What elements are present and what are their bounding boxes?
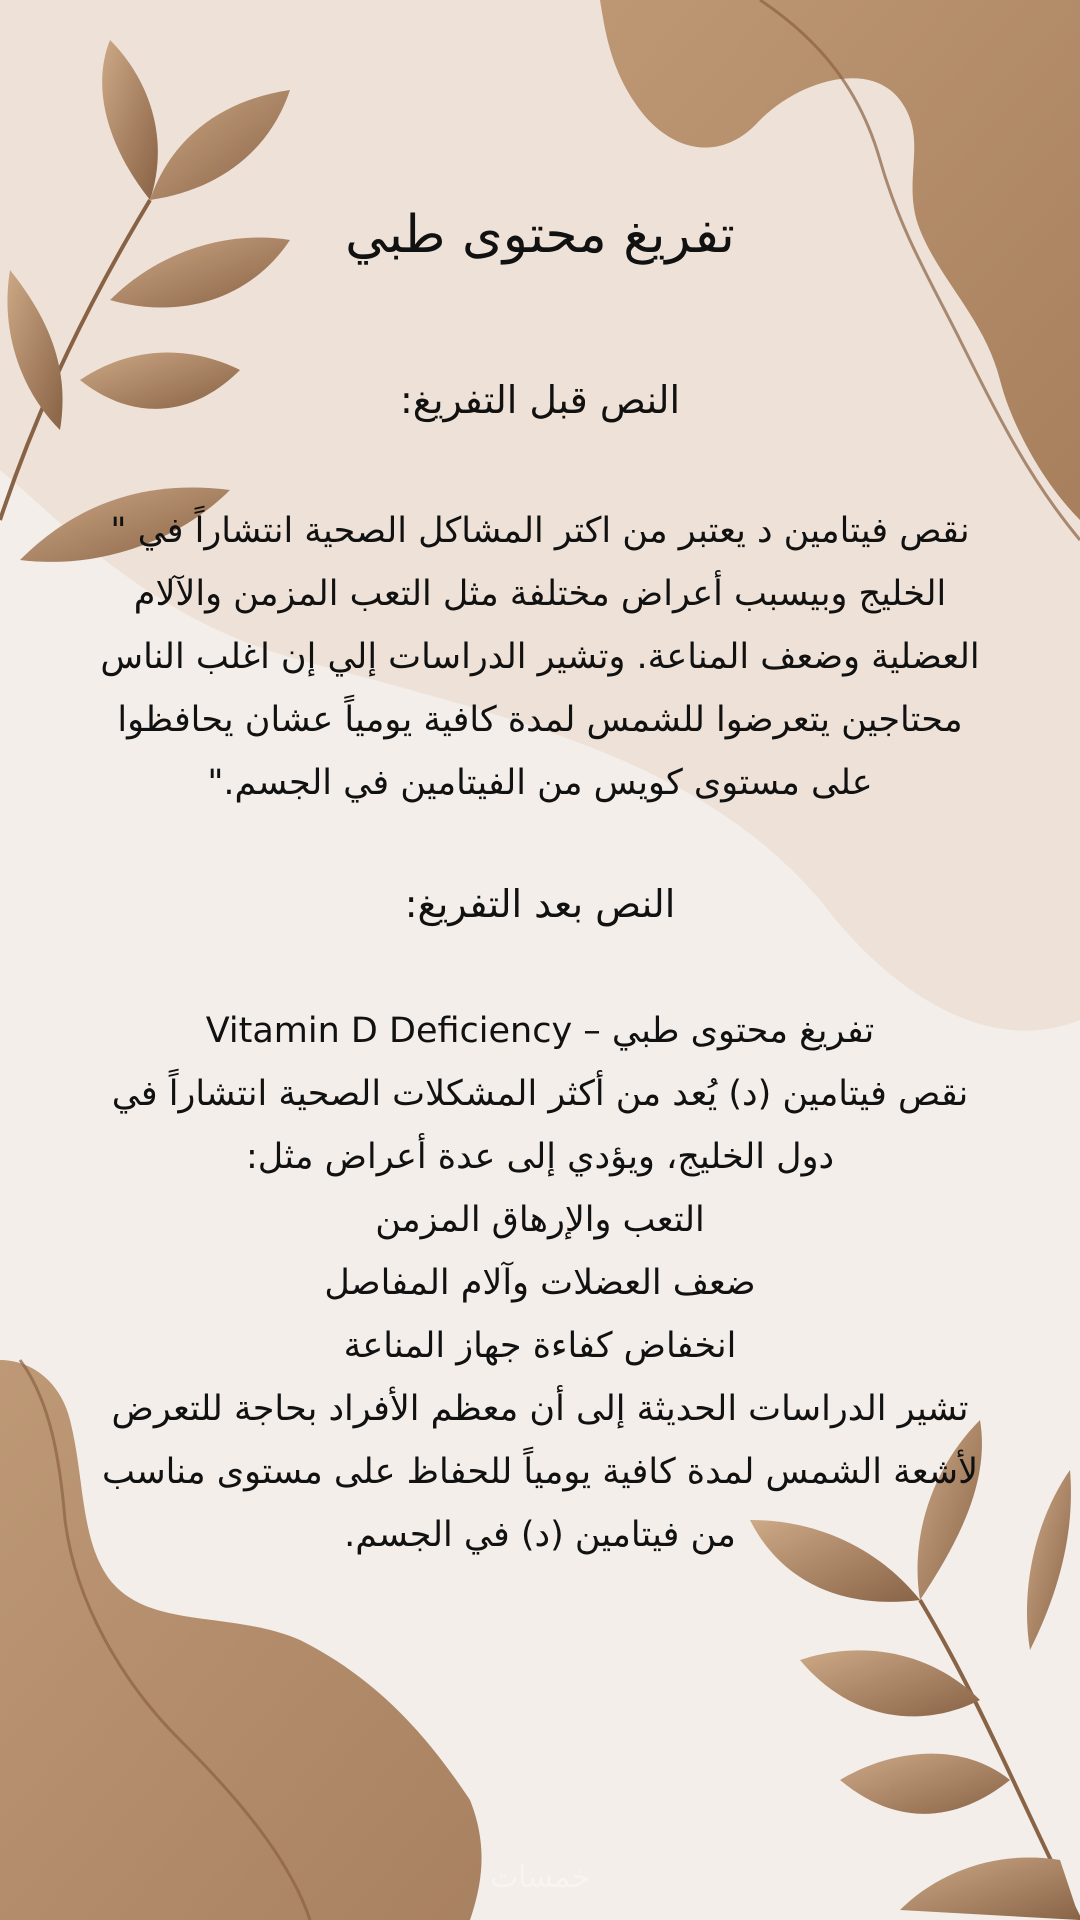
after-title: تفريغ محتوى طبي – Vitamin D Deficiency	[205, 1011, 875, 1051]
after-line-6: تشير الدراسات الحديثة إلى أن معظم الأفراد بحاجة للتعرض	[111, 1389, 969, 1429]
watermark: خمسات	[489, 1860, 591, 1895]
after-line-8: من فيتامين (د) في الجسم.	[344, 1515, 736, 1555]
before-line-3: العضلية وضعف المناعة. وتشير الدراسات إلي إن اغلب الناس	[100, 637, 980, 677]
after-label: النص بعد التفريغ:	[404, 882, 676, 926]
before-line-5: على مستوى كويس من الفيتامين في الجسم."	[207, 763, 873, 803]
after-line-3: التعب والإرهاق المزمن	[375, 1200, 705, 1240]
before-line-4: محتاجين يتعرضوا للشمس لمدة كافية يومياً عشان يحافظوا	[117, 700, 963, 740]
after-line-5: انخفاض كفاءة جهاز المناعة	[343, 1326, 737, 1366]
before-line-1: نقص فيتامين د يعتبر من اكتر المشاكل الصحية انتشاراً في "	[110, 511, 970, 551]
after-line-2: دول الخليج، ويؤدي إلى عدة أعراض مثل:	[245, 1137, 835, 1177]
page-title: تفريغ محتوى طبي	[345, 205, 735, 265]
after-line-7: لأشعة الشمس لمدة كافية يومياً للحفاظ على مستوى مناسب	[101, 1452, 979, 1492]
after-line-1: نقص فيتامين (د) يُعد من أكثر المشكلات الصحية انتشاراً في	[111, 1074, 969, 1114]
before-label: النص قبل التفريغ:	[399, 378, 681, 422]
after-line-4: ضعف العضلات وآلام المفاصل	[324, 1263, 756, 1303]
before-line-2: الخليج وبيسبب أعراض مختلفة مثل التعب المزمن والآلام	[133, 574, 947, 614]
